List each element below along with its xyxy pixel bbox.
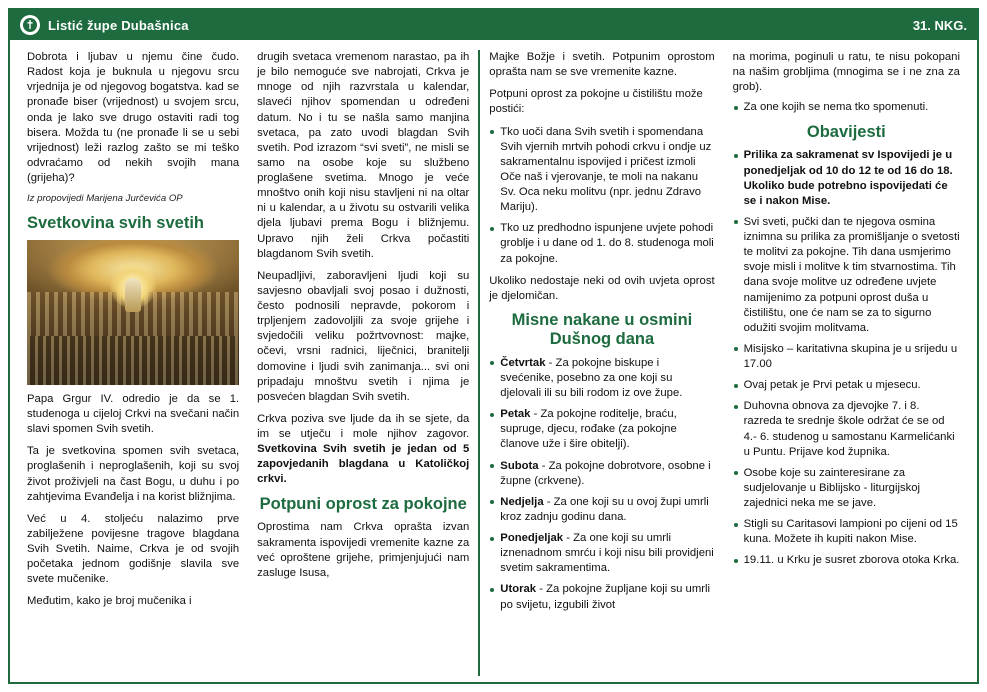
list-item: 19.11. u Krku je susret zborova otoka Krka.: [733, 553, 960, 568]
column-one: [18, 50, 248, 676]
invitation-text: Crkva poziva sve ljude da ih se sjete, da im se utječu i mole njihov zagovor.: [257, 412, 470, 440]
announcements-list: [733, 148, 960, 568]
column-two: [248, 50, 478, 676]
intention-day: Subota: [500, 459, 539, 472]
heading-mass-intentions: Misne nakane u osmini Dušnog dana: [511, 310, 693, 348]
indulgence-conditions-list: [489, 125, 714, 267]
paragraph-gregory: Papa Grgur IV. odredio je da se 1. studenoga u cijeloj Crkvi na svečani način slavi spomen Svih svetih.: [27, 392, 240, 436]
intentions-final-list: [733, 100, 960, 115]
list-item: Tko uoči dana Svih svetih i spomendana Svih vjernih mrtvih pohodi crkvu i ondje uz sakramentalnu ispovijed i pričest izmoli Oče naš i vjerovanje, te moli na nakanu Sv. Oca neku molitvu (npr. jednu Zdravo Mariju).: [489, 125, 714, 216]
list-item: Prilika za sakramenat sv Ispovijedi je u ponedjeljak od 10 do 12 te od 16 do 18. Ukoliko bude potrebno ispovijedati će se i nakon Mise.: [733, 148, 960, 209]
list-item: Svi sveti, pučki dan te njegova osmina iznimna su prilika za promišljanje o svetosti te molitvi za pokojne. Tih dana usmjerimo svoje misli i molitve k tim stvarnostima. Tih dana svoje molitve uz određene uvjete namijenimo za potpuni oprost duša u čistilištu, one će nam se za to sigurno odužiti svojim molitvama.: [733, 215, 960, 336]
intention-text: - Za pokojne dobrotvore, osobne i župne (crkvene).: [500, 459, 711, 487]
paragraph-feast-meaning: Ta je svetkovina spomen svih svetaca, proglašenih i neproglašenih, koji su svoj život proživjeli na čast Bogu, u duhu i po zahtjevima Evanđelja i na korist bližnjima.: [27, 445, 240, 503]
sermon-source: Iz propovijedi Marijena Jurčevića OP: [27, 193, 183, 205]
page-body: [10, 40, 977, 682]
intention-text: - Za pokojne roditelje, braću, supruge, djecu, rođake (za pokojne članove uže i šire obitelji).: [500, 408, 677, 451]
mass-intentions-list: [489, 356, 714, 613]
intention-day: Nedjelja: [500, 495, 544, 508]
list-item: Osobe koje su zainteresirane za sudjelovanje u Biblijsko - liturgijskoj zajednici neka me se jave.: [733, 466, 960, 511]
intention-day: Petak: [500, 408, 531, 421]
intro-paragraph: Dobrota i ljubav u njemu čine čudo. Radost koja je buknula u njegovu srcu vrjednija je od njegovog bogatstva. kad se pronađe biser (vrijednost) u svojem srcu, onda je lako sve drugo ostaviti radi tog bisera. Možda tu (ne pronađe li se u sebi vrijednost) leži razlog zašto se mi teško odvraćamo od nekih svojih mana (grijeha)?: [27, 51, 240, 184]
heading-all-saints: Svetkovina svih svetih: [27, 213, 204, 232]
page-frame: [8, 8, 979, 684]
list-item: Tko uz predhodno ispunjene uvjete pohodi groblje i u dane od 1. do 8. studenoga moli za pokojne.: [489, 221, 714, 266]
intention-day: Utorak: [500, 583, 537, 596]
intention-text: - Za one koji su u ovoj župi umrli kroz zadnju godinu dana.: [500, 495, 709, 523]
invitation-highlight: Svetkovina Svih svetih je jedan od 5 zapovjedanih blagdana u Katoličkoj crkvi.: [257, 443, 470, 486]
column-three: [478, 50, 723, 676]
intention-day: Četvrtak: [500, 356, 546, 369]
paragraph-conditions-lead: Potpuni oprost za pokojne u čistilištu može postići:: [489, 88, 703, 116]
list-item: [489, 356, 714, 401]
list-item: Ovaj petak je Prvi petak u mjesecu.: [733, 378, 960, 393]
column-four: [724, 50, 969, 676]
heading-announcements: Obavijesti: [806, 122, 886, 141]
paragraph-calendar: drugih svetaca vremenom narastao, pa ih je bilo nemoguće sve nabrojati, Crkva je mnoge od njih razvrstala u kalendar, slaveći njihov spomendan u određeni datum. No i tu se našla samo manjina svetaca, pa zato uvodi blagdan Svih svetih. Pod izrazom “svi sveti”, ne misli se samo na osobe koje su službeno proglašene svetima. Mnogo je veće mnoštvo onih koji nisu stavljeni ni na oltar ni u kalendar, a u životu su ostvarili velika djela ljubavi prema Bogu i bližnjemu. Upravo njih želi Crkva počastiti blagdanom Svih svetih.: [257, 51, 470, 260]
all-saints-painting: [27, 240, 239, 385]
list-item: [489, 407, 714, 452]
intention-text: - Za one koji su umrli iznenadnom smrću i koji nisu bili providjeni svetim sakramentima.: [500, 532, 714, 575]
intention-day: Ponedjeljak: [500, 532, 564, 545]
list-item: [489, 531, 714, 576]
paragraph-history: Već u 4. stoljeću nalazimo prve zabilježene povijesne tragove blagdana Svih Svetih. Naime, Crkva je od svojih početaka jednom godišnje slavila sve svete mučenike.: [27, 512, 240, 586]
page-header: [10, 10, 977, 40]
paragraph-intentions-cont: na morima, poginuli u ratu, te nisu pokopani na našim grobljima (mnogima se i ne zna za grob).: [732, 51, 960, 94]
list-item: Misijsko – karitativna skupina je u srijedu u 17.00: [733, 342, 960, 372]
list-item: Za one kojih se nema tko spomenuti.: [733, 100, 960, 115]
paragraph-invitation: [257, 412, 469, 488]
list-item: [489, 495, 714, 525]
paragraph-indulgence-cont: Majke Božje i svetih. Potpunim oprostom oprašta nam se sve vremenite kazne.: [489, 51, 715, 79]
list-item: Duhovna obnova za djevojke 7. i 8. razreda te srednje škole održat će se od 4.- 6. studenog u samostanu Karmelićanki u Puntu. Prijave kod župnika.: [733, 399, 960, 460]
intention-text: - Za pokojne biskupe i svećenike, posebno za one koji su djelovali ili su bili rodom iz ove župe.: [500, 356, 683, 400]
church-circle-icon: [20, 15, 40, 35]
list-item: [489, 582, 714, 612]
intention-text: - Za pokojne župljane koji su umrli po svijetu, izgubili život: [500, 583, 711, 611]
heading-plenary-indulgence: Potpuni oprost za pokojne: [259, 494, 467, 513]
publication-title: Listić župe Dubašnica: [48, 17, 189, 33]
paragraph-unnoticed: Neupadljivi, zaboravljeni ljudi koji su savjesno obavljali svoj posao i dužnosti, često podnosili nepravde, pokorom i trpljenjem zadovoljili za svoje grijehe i svjedočili veliku požrtvovnost: majke, očevi, vrsni radnici, liječnici, branitelji domovine i ljudi svih zanimanja... svi oni pripadaju mnoštvu svetih i njima je posvećen blagdan Svih svetih.: [257, 269, 470, 403]
list-item: Stigli su Caritasovi lampioni po cijeni od 15 kuna. Možete ih kupiti nakon Mise.: [733, 517, 960, 547]
paragraph-indulgence-intro: Oprostima nam Crkva oprašta izvan sakramenta ispovijedi vremenite kazne za već oproštene grijehe, primjenjujući nam zasluge Isusa,: [257, 521, 470, 579]
issue-number: 31. NKG.: [912, 17, 967, 33]
paragraph-continuation: Međutim, kako je broj mučenika i: [27, 595, 192, 608]
paragraph-partial-indulgence: Ukoliko nedostaje neki od ovih uvjeta oprost je djelomičan.: [489, 274, 715, 302]
list-item: [489, 459, 714, 489]
